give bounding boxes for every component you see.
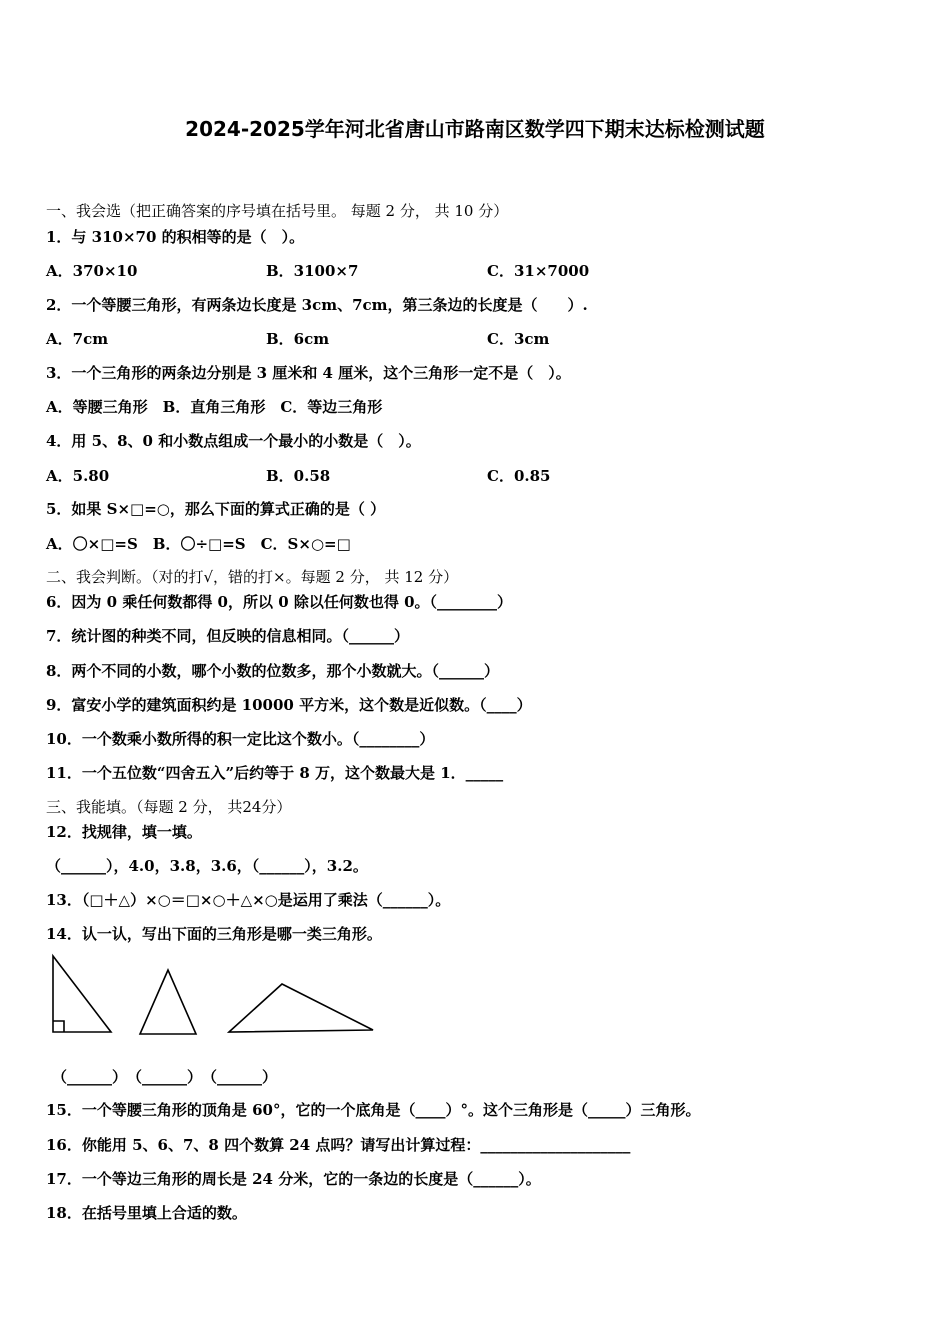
question-16: 16．你能用 5、6、7、8 四个数算 24 点吗？请写出计算过程：____________________ [46, 1136, 631, 1154]
question-6: 6．因为 0 乘任何数都得 0，所以 0 除以任何数也得 0。（________） [46, 593, 513, 611]
q4-option-a: A．5.80 [46, 467, 110, 485]
q4-option-b: B．0.58 [266, 467, 331, 485]
q2-option-a: A．7cm [46, 330, 109, 348]
q12-sequence: （______），4.0，3.8，3.6，（______），3.2。 [46, 857, 368, 875]
q14-blanks: （______） （______） （______） [52, 1068, 278, 1086]
q5-options: A．〇×□=S B．〇÷□=S C．S×○=□ [46, 535, 351, 553]
q2-option-b: B．6cm [266, 330, 330, 348]
section-2-heading: 二、我会判断。（对的打√，错的打×。每题 2 分， 共 12 分） [46, 568, 459, 586]
question-5: 5．如果 S×□=○，那么下面的算式正确的是（ ） [46, 500, 386, 518]
q3-options: A．等腰三角形 B．直角三角形 C．等边三角形 [46, 398, 383, 416]
question-18: 18．在括号里填上合适的数。 [46, 1204, 247, 1222]
question-1: 1．与 310×70 的积相等的是（ ）。 [46, 228, 305, 246]
question-14: 14．认一认，写出下面的三角形是哪一类三角形。 [46, 925, 382, 943]
question-9: 9．富安小学的建筑面积约是 10000 平方米，这个数是近似数。（____） [46, 696, 532, 714]
question-15: 15．一个等腰三角形的顶角是 60°，它的一个底角是（____）°。这个三角形是（_____）三角形。 [46, 1101, 701, 1119]
obtuse-triangle [229, 984, 373, 1032]
q4-option-c: C．0.85 [487, 467, 551, 485]
q1-option-a: A．370×10 [46, 262, 138, 280]
section-3-heading: 三、我能填。（每题 2 分， 共24分） [46, 798, 292, 816]
right-triangle [53, 956, 111, 1032]
question-10: 10．一个数乘小数所得的积一定比这个数小。（________） [46, 730, 435, 748]
question-8: 8．两个不同的小数，哪个小数的位数多，那个小数就大。（______） [46, 662, 499, 680]
page-title: 2024-2025学年河北省唐山市路南区数学四下期末达标检测试题 [185, 117, 765, 141]
question-11: 11．一个五位数“四舍五入”后约等于 8 万，这个数最大是 1．_____ [46, 764, 504, 782]
question-13: 13．（□＋△）×○＝□×○＋△×○是运用了乘法（______）。 [46, 891, 451, 909]
question-4: 4．用 5、8、0 和小数点组成一个最小的小数是（ ）。 [46, 432, 421, 450]
q2-option-c: C．3cm [487, 330, 550, 348]
question-7: 7．统计图的种类不同，但反映的信息相同。（______） [46, 627, 409, 645]
triangles-figure [46, 950, 386, 1040]
question-2: 2．一个等腰三角形，有两条边长度是 3cm、7cm，第三条边的长度是（ ）. [46, 296, 588, 314]
section-1-heading: 一、我会选（把正确答案的序号填在括号里。 每题 2 分， 共 10 分） [46, 202, 509, 220]
question-17: 17．一个等边三角形的周长是 24 分米，它的一条边的长度是（______）。 [46, 1170, 541, 1188]
question-3: 3．一个三角形的两条边分别是 3 厘米和 4 厘米，这个三角形一定不是（ ）。 [46, 364, 571, 382]
question-12: 12．找规律，填一填。 [46, 823, 202, 841]
q1-option-b: B．3100×7 [266, 262, 359, 280]
acute-triangle [140, 970, 196, 1034]
q1-option-c: C．31×7000 [487, 262, 590, 280]
